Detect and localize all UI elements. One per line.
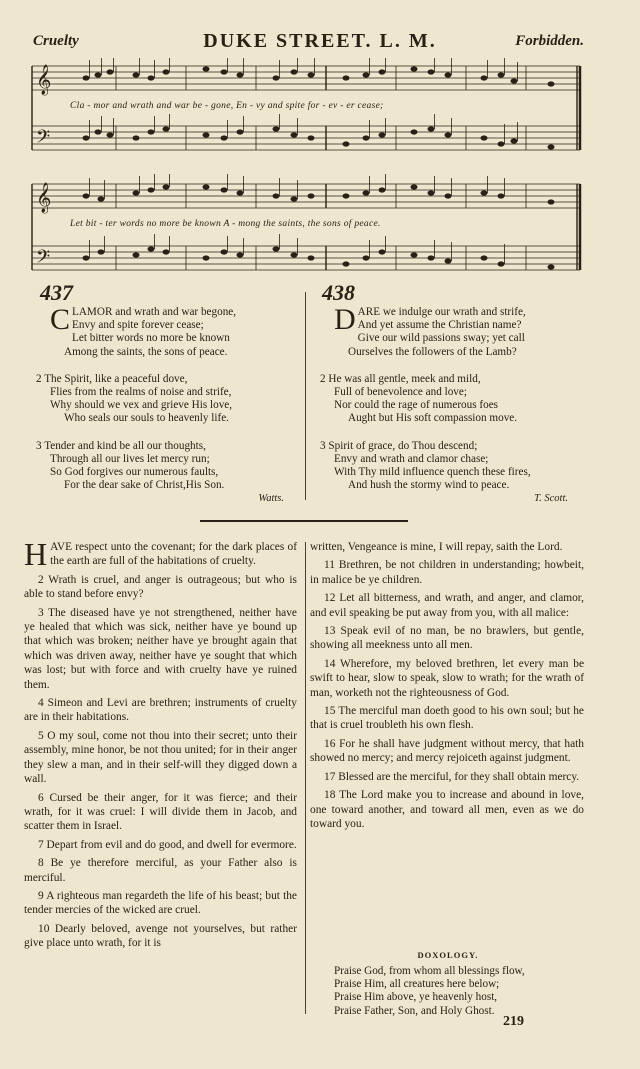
page-number: 219 [503, 1014, 524, 1029]
verse: 6 Cursed be their anger, for it was fierce; and their wrath, for it was cruel: I will divide them in Jacob, and scatter them in Israel. [24, 791, 297, 833]
hymn-438 [320, 303, 574, 506]
verse: 17 Blessed are the merciful, for they shall obtain mercy. [324, 770, 580, 783]
topic-label: Cruelty [33, 33, 79, 49]
hymn-line: Let bitter words no more be known [72, 332, 230, 345]
verse: 4 Simeon and Levi are brethren; instruments of cruelty are in their habitations. [24, 697, 297, 724]
hymn-line: Full of benevolence and love; [334, 386, 467, 399]
hymn-number-437: 437 [40, 280, 73, 305]
doxology-line: Praise Him above, ye heavenly host, [334, 991, 498, 1004]
hymn-line: Envy and spite forever cease; [72, 319, 204, 332]
hymn-line: Aught but His soft compassion move. [348, 412, 518, 425]
svg-text:𝄢: 𝄢 [36, 247, 51, 272]
reading-right-column [310, 540, 584, 835]
verse: 18 The Lord make you to increase and abound in love, one toward another, and toward all men, even as we do toward you. [310, 789, 584, 830]
hymn-line: 2 He was all gentle, meek and mild, [320, 372, 481, 385]
svg-text:𝄞: 𝄞 [36, 65, 52, 95]
verse: 14 Wherefore, my beloved brethren, let every man be swift to hear, slow to speak, slow to wrath; for the wrath of man, worketh not the righteousness of God. [310, 657, 584, 699]
lyrics-line-2: Let bit - ter words no more be known A - mong the saints, the sons of peace. [70, 219, 381, 229]
svg-text:𝄢: 𝄢 [36, 127, 51, 152]
hymn-line: Envy and wrath and clamor chase; [334, 452, 489, 465]
doxology-line: Praise Father, Son, and Holy Ghost. [334, 1004, 495, 1017]
hymn-line: So God forgives our numerous faults, [50, 466, 219, 479]
hymn-line: 3 Spirit of grace, do Thou descend; [320, 439, 478, 452]
verse: 11 Brethren, be not children in understanding; howbeit, in malice be ye children. [310, 559, 584, 586]
verse: AVE respect unto the covenant; for the dark places of the earth are full of the habitations of cruelty. [50, 541, 297, 568]
hymn-line: Ourselves the followers of the Lamb? [348, 345, 517, 358]
verse: 3 The diseased have ye not strengthened, neither have ye healed that which was sick, neither have ye bound up that which was broken; neither have ye brought again that which was driven away, neither have ye sought that which was lost; but with force and with cruelty have ye ruined them. [24, 606, 297, 691]
verse: 8 Be ye therefore merciful, as your Father also is merciful. [24, 857, 297, 884]
doxology [334, 965, 525, 1018]
doxology-title: DOXOLOGY. [417, 950, 479, 960]
hymn-line: ARE we indulge our wrath and strife, [357, 306, 526, 318]
hymn-line: Among the saints, the sons of peace. [64, 345, 228, 358]
hymn-line: Why should we vex and grieve His love, [50, 399, 233, 412]
hymn-line: Who seals our souls to heavenly life. [64, 412, 229, 425]
hymn-number-438: 438 [322, 280, 355, 305]
hymn-line: And hush the stormy wind to peace. [348, 479, 510, 492]
hymn-437 [36, 303, 290, 506]
verse: 15 The merciful man doeth good to his own soul; but he that is cruel troubleth his own flesh. [310, 705, 584, 732]
verse: 16 For he shall have judgment without mercy, that hath showed no mercy; and mercy rejoiceth against judgment. [310, 737, 584, 765]
reading-left-column [24, 536, 297, 955]
verse: 5 O my soul, come not thou into their secret; unto their assembly, mine honor, be not thou united; for in their anger they slew a man, and in their self-will they digged down a wall. [24, 729, 297, 786]
drop-cap: H [24, 536, 48, 572]
tune-title: DUKE STREET. L. M. [203, 30, 437, 52]
verse: 7 Depart from evil and do good, and dwell for evermore. [38, 838, 297, 851]
topic-label-right: Forbidden. [515, 33, 584, 49]
hymn-line: And yet assume the Christian name? [357, 319, 522, 332]
reading-column-divider [305, 542, 306, 1014]
verse: 9 A righteous man regardeth the life of his beast; but the tender mercies of the wicked are cruel. [24, 889, 297, 917]
doxology-line: Praise Him, all creatures here below; [334, 978, 500, 991]
verse: 13 Speak evil of no man, be no brawlers, but gentle, showing all meekness unto all men. [310, 625, 584, 652]
hymn-author: Watts. [258, 493, 284, 505]
column-divider [305, 292, 306, 500]
verse: 12 Let all bitterness, and wrath, and anger, and clamor, and evil speaking be put away from you, with all malice: [310, 592, 584, 619]
hymn-line: Give our wild passions sway; yet call [357, 332, 525, 345]
lyrics-line-1: Cla - mor and wrath and war be - gone, En - vy and spite for - ev - er cease; [70, 101, 384, 111]
hymn-author: T. Scott. [534, 493, 568, 505]
hymn-line: 3 Tender and kind be all our thoughts, [36, 439, 206, 452]
verse: written, Vengeance is mine, I will repay, saith the Lord. [310, 541, 563, 553]
hymn-line: LAMOR and wrath and war begone, [72, 306, 237, 318]
verse: 2 Wrath is cruel, and anger is outrageous; but who is able to stand before envy? [24, 573, 297, 601]
hymn-line: Through all our lives let mercy run; [50, 452, 210, 465]
hymn-line: With Thy mild influence quench these fires, [334, 466, 531, 479]
section-divider [200, 520, 408, 522]
svg-text:𝄞: 𝄞 [36, 183, 52, 213]
hymn-line: For the dear sake of Christ,His Son. [64, 479, 225, 492]
hymn-line: Flies from the realms of noise and strife, [50, 386, 232, 399]
drop-cap: D [334, 303, 356, 336]
doxology-line: Praise God, from whom all blessings flow, [334, 965, 525, 977]
drop-cap: C [50, 303, 71, 336]
hymn-line: 2 The Spirit, like a peaceful dove, [36, 372, 188, 385]
verse: 10 Dearly beloved, avenge not yourselves, but rather give place unto wrath, for it is [24, 922, 297, 950]
hymn-line: Nor could the rage of numerous foes [334, 399, 499, 412]
